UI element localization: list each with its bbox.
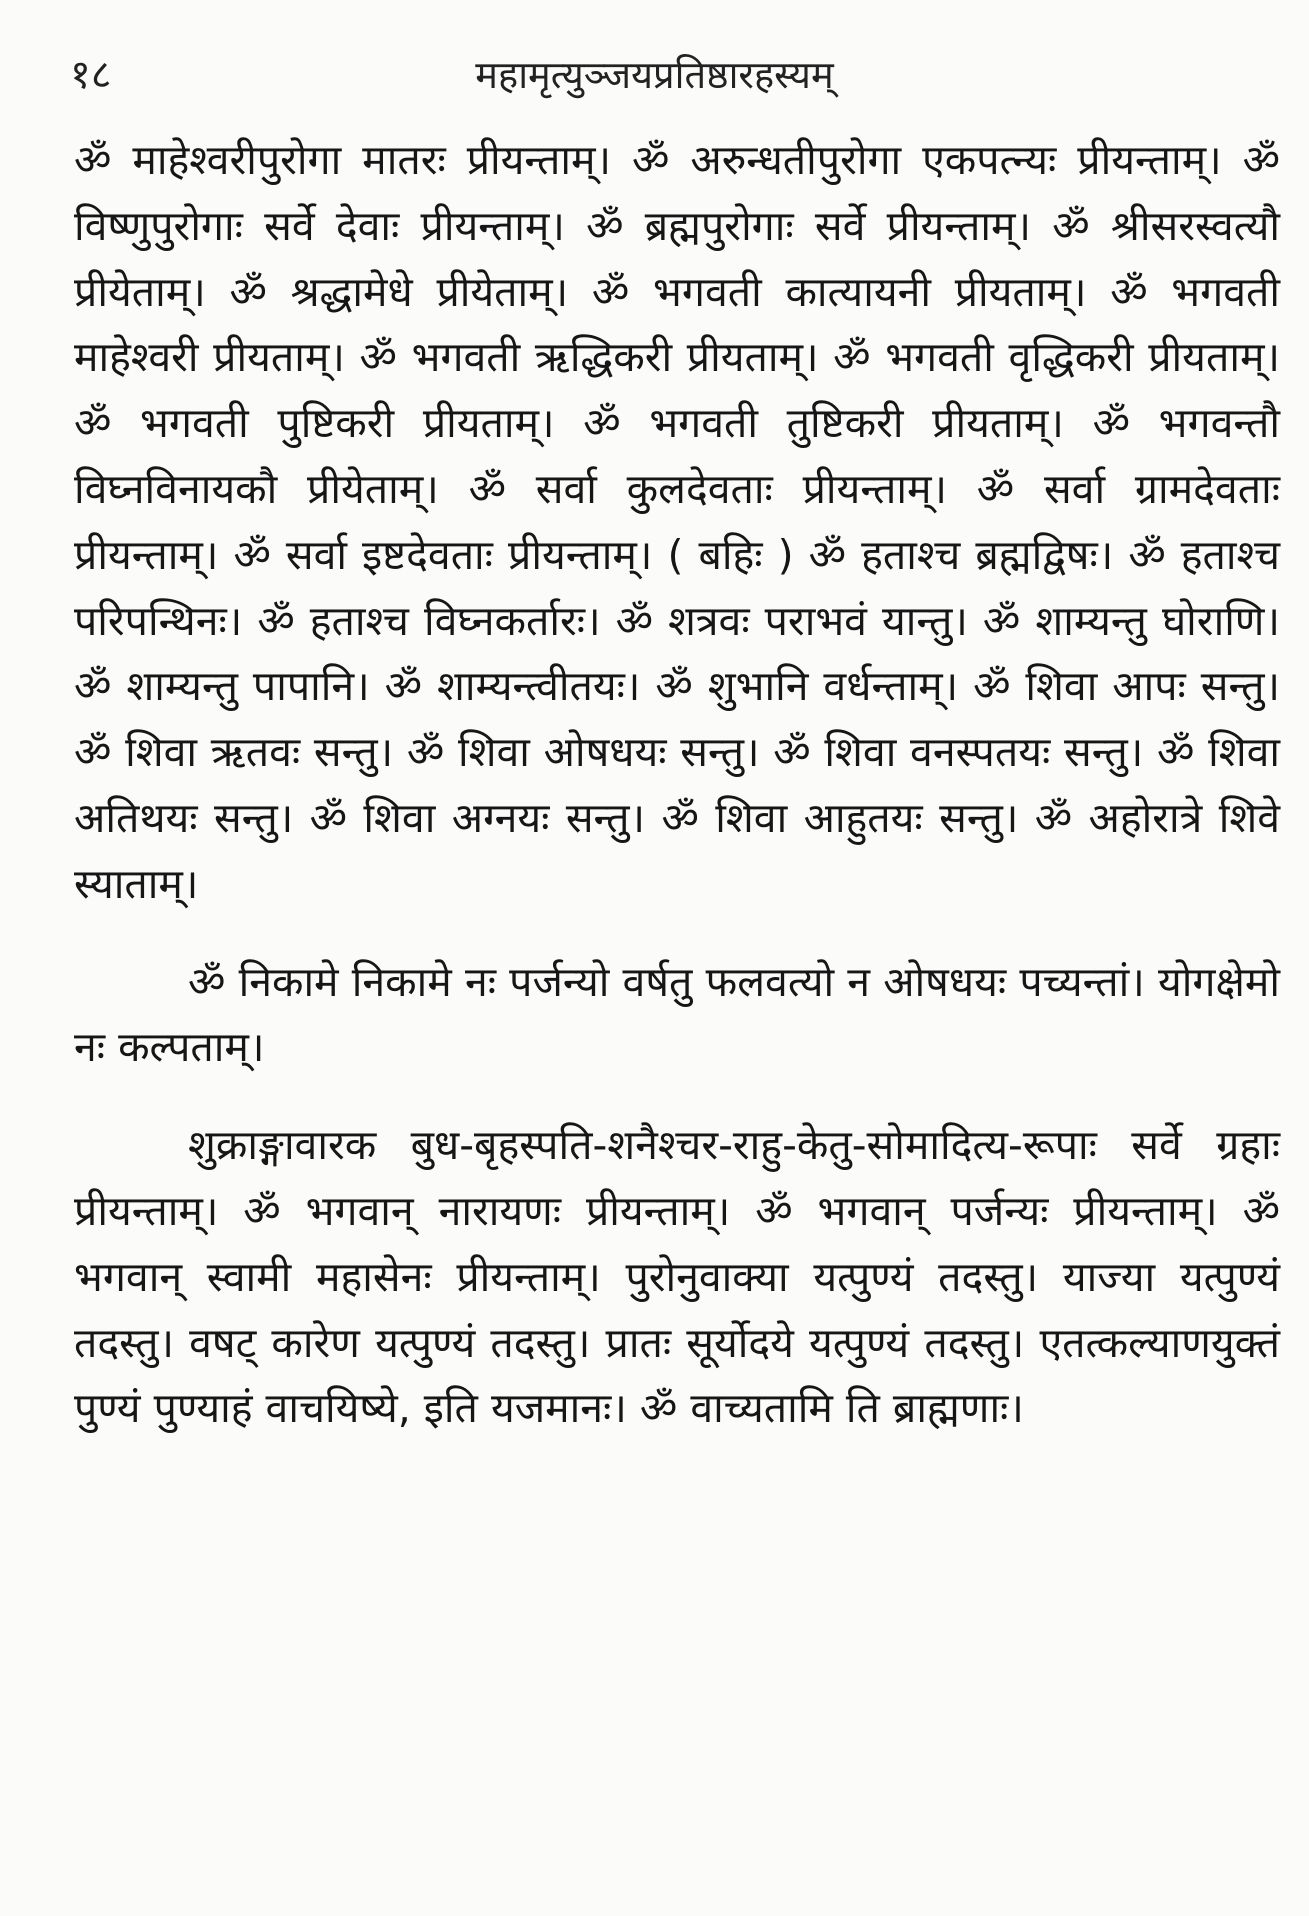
paragraph-blessings: ॐ माहेश्वरीपुरोगा मातरः प्रीयन्ताम्। ॐ अरुन्धतीपुरोगा एकपत्न्यः प्रीयन्ताम्। ॐ विष्णुपुरोगाः सर्वे देवाः प्रीयन्ताम्। ॐ ब्रह्मपुरोगाः सर्वे प्रीयन्ताम्। ॐ श्रीसरस्वत्यौ प्रीयेताम्। ॐ श्रद्धामेधे प्रीयेताम्। ॐ भगवती कात्यायनी प्रीयताम्। ॐ भगवती माहेश्वरी प्रीयताम्। ॐ भगवती ऋद्धिकरी प्रीयताम्। ॐ भगवती वृद्धिकरी प्रीयताम्। ॐ भगवती पुष्टिकरी प्रीयताम्। ॐ भगवती तुष्टिकरी प्रीयताम्। ॐ भगवन्तौ विघ्नविनायकौ प्रीयेताम्। ॐ सर्वा कुलदेवताः प्रीयन्ताम्। ॐ सर्वा ग्रामदेवताः प्रीयन्ताम्। ॐ सर्वा इष्टदेवताः प्रीयन्ताम्। ( बहिः ) ॐ हताश्च ब्रह्मद्विषः। ॐ हताश्च परिपन्थिनः। ॐ हताश्च विघ्नकर्तारः। ॐ शत्रवः पराभवं यान्तु। ॐ शाम्यन्तु घोराणि। ॐ शाम्यन्तु पापानि। ॐ शाम्यन्त्वीतयः। ॐ शुभानि वर्धन्ताम्। ॐ शिवा आपः सन्तु। ॐ शिवा ऋतवः सन्तु। ॐ शिवा ओषधयः सन्तु। ॐ शिवा वनस्पतयः सन्तु। ॐ शिवा अतिथयः सन्तु। ॐ शिवा अग्नयः सन्तु। ॐ शिवा आहुतयः सन्तु। ॐ अहोरात्रे शिवे स्याताम्। [74,136,1280,908]
page-header [70,40,1239,110]
paragraph-rain-prayer: ॐ निकामे निकामे नः पर्जन्यो वर्षतु फलवत्यो न ओषधयः पच्यन्तां। योगक्षेमो नः कल्पताम्। [74,957,1280,1072]
page-number: १८ [70,52,112,98]
paragraph-planets: शुक्राङ्गावारक बुध-बृहस्पति-शनैश्चर-राहु-केतु-सोमादित्य-रूपाः सर्वे ग्रहाः प्रीयन्ताम्। ॐ भगवान् नारायणः प्रीयन्ताम्। ॐ भगवान् पर्जन्यः प्रीयन्ताम्। ॐ भगवान् स्वामी महासेनः प्रीयन्ताम्। पुरोनुवाक्या यत्पुण्यं तदस्तु। याज्या यत्पुण्यं तदस्तु। वषट् कारेण यत्पुण्यं तदस्तु। प्रातः सूर्योदये यत्पुण्यं तदस्तु। एतत्कल्याणयुक्तं पुण्यं पुण्याहं वाचयिष्ये, इति यजमानः। ॐ वाच्यतामि ति ब्राह्मणाः। [74,1121,1280,1433]
running-title: महामृत्युञ्जयप्रतिष्ठारहस्यम् [475,53,834,97]
body-text [74,128,1280,1442]
